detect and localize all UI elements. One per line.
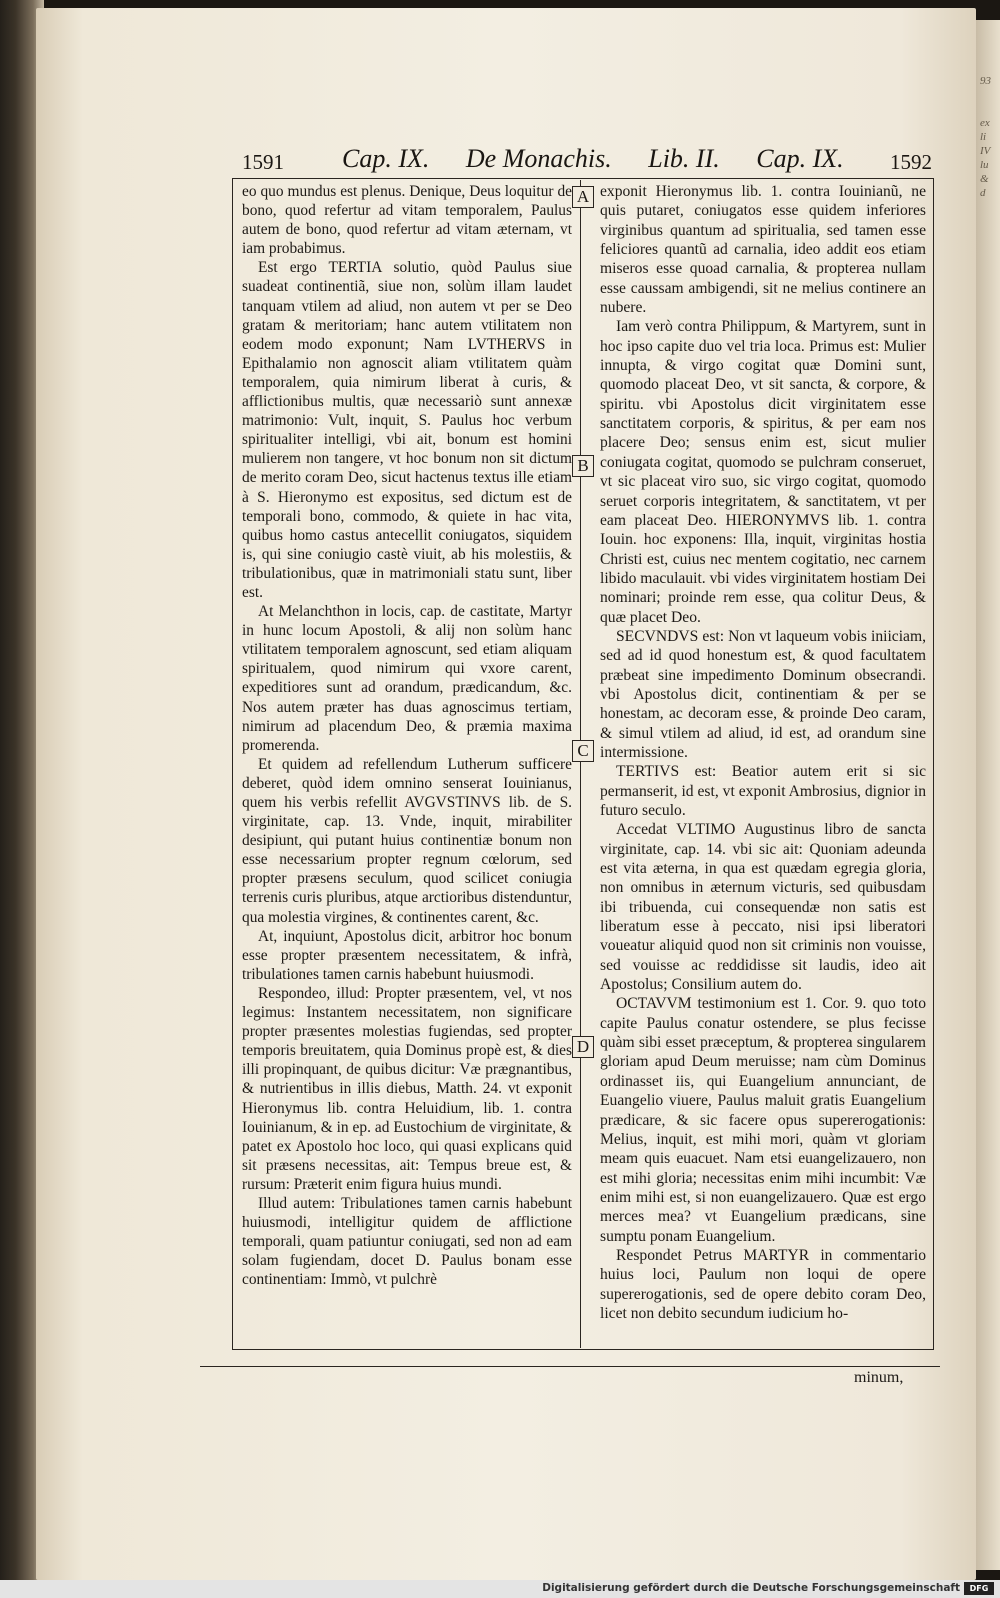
paragraph: Illud autem: Tribulationes tamen carnis habebunt huiusmodi, intelligitur quidem de afflictione temporali, quam patiuntur coniugati, sed non ad eam solam fugiendam, docet D. Paulus bonam esse continentiam: Immò, vt pulchrè <box>242 1194 572 1289</box>
paragraph: TERTIVS est: Beatior autem erit si sic permanserit, id est, vt exponit Ambrosius, dignior in futuro seculo. <box>600 763 926 819</box>
margin-marker-a: A <box>572 186 594 208</box>
paragraph: Accedat VLTIMO Augustinus libro de sancta virginitate, cap. 14. vbi sic ait: Quoniam adeunda est vita æterna, in qua est quædam egregia gloria, non omnibus in æternum victuris, sed quibusdam ibi tribuenda, cui consequendæ non satis est liberatum esse à peccato, nisi ipsi liberatori voueatur aliquid quod non sit criminis non vouisse, sed vouisse ac reddidisse sit laudis, ideo ait Apostolus; Consilium autem do. <box>600 821 926 994</box>
bottom-rule <box>200 1366 940 1367</box>
funding-notice: Digitalisierung gefördert durch die Deutsche Forschungsgemeinschaft <box>542 1582 960 1594</box>
margin-marker-c: C <box>572 740 594 762</box>
paragraph: Est ergo TERTIA solutio, quòd Paulus siue suadeat continentiã, siue non, solùm illam laudet tanquam vtilem ad aliud, non autem vt per se Deo gratam & meritoriam; hanc autem vtilitatem non eodem modo exponunt; Nam LVTHERVS in Epithalamio non agnoscit aliam vtilitatem quàm temporalem, quia nimirum liberat à curis, & afflictionibus multis, quæ necessariò sunt annexæ matrimonio: Vult, inquit, S. Paulus hoc verbum spiritualiter intelligi, vbi ait, bonum est homini mulierem non tangere, vt hoc bonum non sit dictum de merito coram Deo, sicut hactenus textus ille etiam à S. Hieronymo est expositus, sed dictum est de temporali bono, commodo, & quiete in hac vita, quibus homo castus antecellit coniugatos, siquidem is, qui sine coniugio castè viuit, ab his molestiis, & tribulationibus, quæ in matrimoniali statu sunt, liber est. <box>242 259 572 601</box>
paragraph: Respondeo, illud: Propter præsentem, vel, vt nos legimus: Instantem necessitatem, non significare propter præsentes molestias fugiendas, sed propter temporis breuitatem, quia Dominus propè est, & dies illi propinquant, de quibus dicitur: Væ prægnantibus, & nutrientibus in illis diebus, Matth. 24. vt exponit Hieronymus lib. contra Heluidium, lib. 1. contra Iouinianum, & in ep. ad Eustochium de virginitate, & patet ex Apostolo hoc loco, qui quasi explicans quid sit præsens necessitas, ait: Tempus breue est, & rursum: Præterit enim figura huius mundi. <box>242 984 572 1193</box>
dfg-logo: DFG <box>964 1582 994 1595</box>
running-title <box>342 144 874 174</box>
margin-marker-d: D <box>572 1036 594 1058</box>
paragraph: exponit Hieronymus lib. 1. contra Iouinianũ, ne quis putaret, coniugatos esse quidem inferiores virginibus quantum ad spiritualia, sed tamen esse feliciores quantũ ad carnalia, ideo addit eos etiam miseros esse quoad carnalia, & propterea nullam esse caussam ambigendi, sit ne melius continere an nubere. <box>600 183 926 317</box>
right-column <box>600 182 926 1323</box>
running-title-part: Lib. II. <box>648 144 720 173</box>
paragraph: OCTAVVM testimonium est 1. Cor. 9. quo toto capite Paulus conatur ostendere, se plus fecisse quàm sibi esset præceptum, & propterea singularem gloriam apud Deum meruisse; nam cùm Dominus ordinasset iis, qui Euangelium annunciant, de Euangelio viuere, Paulus maluit gratis Euangelium prædicare, & sic facere opus supererogationis: Melius, inquit, est mihi mori, quàm vt gloriam meam quis euacuet. Nam etsi euangelizauero, non est mihi gloria; necessitas enim mihi incumbit: Væ enim mihi est, si non euangelizauero. Quæ est ergo merces mea? vt Euangelium prædicans, sine sumptu ponam Euangelium. <box>600 995 926 1245</box>
paragraph: SECVNDVS est: Non vt laqueum vobis iniiciam, sed ad id quod honestum est, & quod facultatem præbeat sine impedimento Dominum obsecrandi. vbi Apostolus dicit, continentiam & per se honestam, ac decoram esse, & proinde Deo caram, & simul vtilem ad aliud, id est, ad orandum sine intermissione. <box>600 627 926 761</box>
paragraph: eo quo mundus est plenus. Denique, Deus loquitur de bono, quod refertur ad vitam temporalem, Paulus autem de bono, quod refertur ad vitam æternam, vt iam probabimus. <box>242 183 572 258</box>
running-title-part: De Monachis. <box>465 144 612 173</box>
adjacent-page-edge: 93 ex li IV lu & d <box>976 20 1000 1570</box>
column-divider <box>580 180 581 1348</box>
paragraph: At, inquiunt, Apostolus dicit, arbitror hoc bonum esse propter præsentem necessitatem, & infrà, tribulationes tamen carnis habebunt huiusmodi. <box>242 927 572 983</box>
paragraph: Respondet Petrus MARTYR in commentario huius loci, Paulum non loqui de opere supererogationis, sed de opere debito coram Deo, licet non debito secundum iudicium ho- <box>600 1246 926 1322</box>
left-column <box>242 182 572 1289</box>
paragraph: At Melanchthon in locis, cap. de castitate, Martyr in hunc locum Apostoli, & alij non solùm hanc vtilitatem temporalem agnoscunt, sed etiam aliquam spiritualem, quod nimirum qui vxore carent, expeditiores sunt ad orandum, prædicandum, &c. Nos autem præter has duas agnoscimus tertiam, nimirum ad placendum Deo, & præmia maxima promerenda. <box>242 603 572 754</box>
running-title-part: Cap. IX. <box>756 144 844 173</box>
margin-marker-b: B <box>572 455 594 477</box>
page-number-right: 1592 <box>890 150 932 174</box>
paragraph: Iam verò contra Philippum, & Martyrem, sunt in hoc ipso capite duo vel tria loca. Primus est: Mulier innupta, & virgo cogitat quæ Domini sunt, quomodo placeat Deo, vt sit sancta, & corpore, & spiritu. vbi Apostolus dicit virginitatem esse sanctitatem corporis, & spiritus, & per eam nos placere Deo; sensus enim est, sicut mulier coniugata cogitat, quomodo se pulchram conseruet, vt sic placeat viro suo, sic virgo cogitat, quomodo seruet corporis integritatem, & sanctitatem, vt per eam placeat Deo. HIERONYMVS lib. 1. contra Iouin. hoc exponens: Illa, inquit, virginitas hostia Christi est, cuius nec mentem cogitatio, nec carnem libido maculauit. vbi vides virginitatem hostiam Dei nominari; proinde rem esse, qua colitur Deus, & quæ placet Deo. <box>600 318 926 626</box>
page-number-left: 1591 <box>242 150 284 174</box>
paragraph: Et quidem ad refellendum Lutherum sufficere deberet, quòd idem omnino senserat Iouinianus, quem his verbis refellit AVGVSTINVS lib. de S. virginitate, cap. 13. Vnde, inquit, mirabiliter desipiunt, qui putant huius continentiæ bonum non esse necessarium propter regnum cœlorum, sed propter præsens seculum, quod scilicet coniugia terrenis curis pluribus, atque arctioribus distenduntur, qua molestia virgines, & continentes carent, &c. <box>242 755 572 926</box>
running-title-part: Cap. IX. <box>342 144 430 173</box>
catchword: minum, <box>854 1369 904 1386</box>
